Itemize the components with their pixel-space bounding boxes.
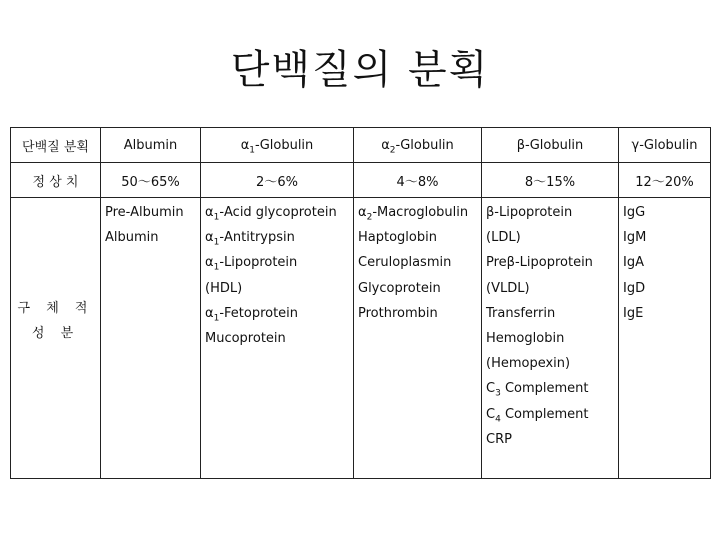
component-item: Ceruloplasmin <box>358 255 452 271</box>
component-item: CRP <box>486 431 512 447</box>
normal-alpha1: 2～6% <box>201 163 354 198</box>
component-item: $\alpha_1$-Lipoprotein <box>205 255 298 273</box>
component-item: Pre-Albumin <box>105 205 184 220</box>
header-beta: β-Globulin <box>482 128 619 163</box>
component-item: Albumin <box>105 230 159 246</box>
component-item: (Hemopexin) <box>486 356 571 372</box>
components-alpha2 <box>354 198 482 479</box>
header-row <box>11 128 711 163</box>
components-label-line1: 구 체 적 <box>17 301 94 316</box>
components-alpha1 <box>201 198 354 479</box>
component-item: Hemoglobin <box>486 330 565 346</box>
component-item: IgD <box>623 280 646 296</box>
component-item: Preβ-Lipoprotein <box>486 255 593 271</box>
component-item: Mucoprotein <box>205 330 286 346</box>
components-gamma <box>619 198 711 479</box>
component-item: IgG <box>623 205 646 220</box>
component-item: IgE <box>623 305 644 321</box>
normal-beta: 8～15% <box>482 163 619 198</box>
component-item: β-Lipoprotein <box>486 205 573 220</box>
header-alpha1: $\alpha_1$-Globulin <box>201 128 354 163</box>
normal-albumin: 50～65% <box>101 163 201 198</box>
components-albumin <box>101 198 201 479</box>
normal-label: 정 상 치 <box>11 163 101 198</box>
header-alpha2: $\alpha_2$-Globulin <box>354 128 482 163</box>
components-beta <box>482 198 619 479</box>
component-item: IgA <box>623 255 644 271</box>
component-item: Prothrombin <box>358 305 438 321</box>
component-item: $\alpha_2$-Macroglobulin <box>358 205 469 223</box>
protein-fraction-table <box>10 127 711 479</box>
header-gamma: γ-Globulin <box>619 128 711 163</box>
components-label-cell <box>11 198 101 479</box>
component-item: Haptoglobin <box>358 230 437 246</box>
component-item: $C_3$ Complement <box>486 381 589 399</box>
components-label-line2: 성 분 <box>31 326 80 341</box>
normal-range-row <box>11 163 711 198</box>
slide-title: 단백질의 분획 <box>230 47 490 93</box>
component-item: (HDL) <box>205 280 243 296</box>
header-label: 단백질 분획 <box>11 128 101 163</box>
component-item: (LDL) <box>486 230 521 246</box>
component-item: $C_4$ Complement <box>486 406 589 425</box>
component-item: $\alpha_1$-Acid glycoprotein <box>205 205 337 223</box>
components-row <box>11 198 711 479</box>
component-item: Glycoprotein <box>358 280 441 296</box>
component-item: IgM <box>623 230 647 246</box>
normal-alpha2: 4～8% <box>354 163 482 198</box>
component-item: Transferrin <box>486 305 556 321</box>
component-item: $\alpha_1$-Antitrypsin <box>205 230 295 248</box>
header-albumin: Albumin <box>101 128 201 163</box>
component-item: $\alpha_1$-Fetoprotein <box>205 305 299 324</box>
normal-gamma: 12～20% <box>619 163 711 198</box>
component-item: (VLDL) <box>486 280 530 296</box>
